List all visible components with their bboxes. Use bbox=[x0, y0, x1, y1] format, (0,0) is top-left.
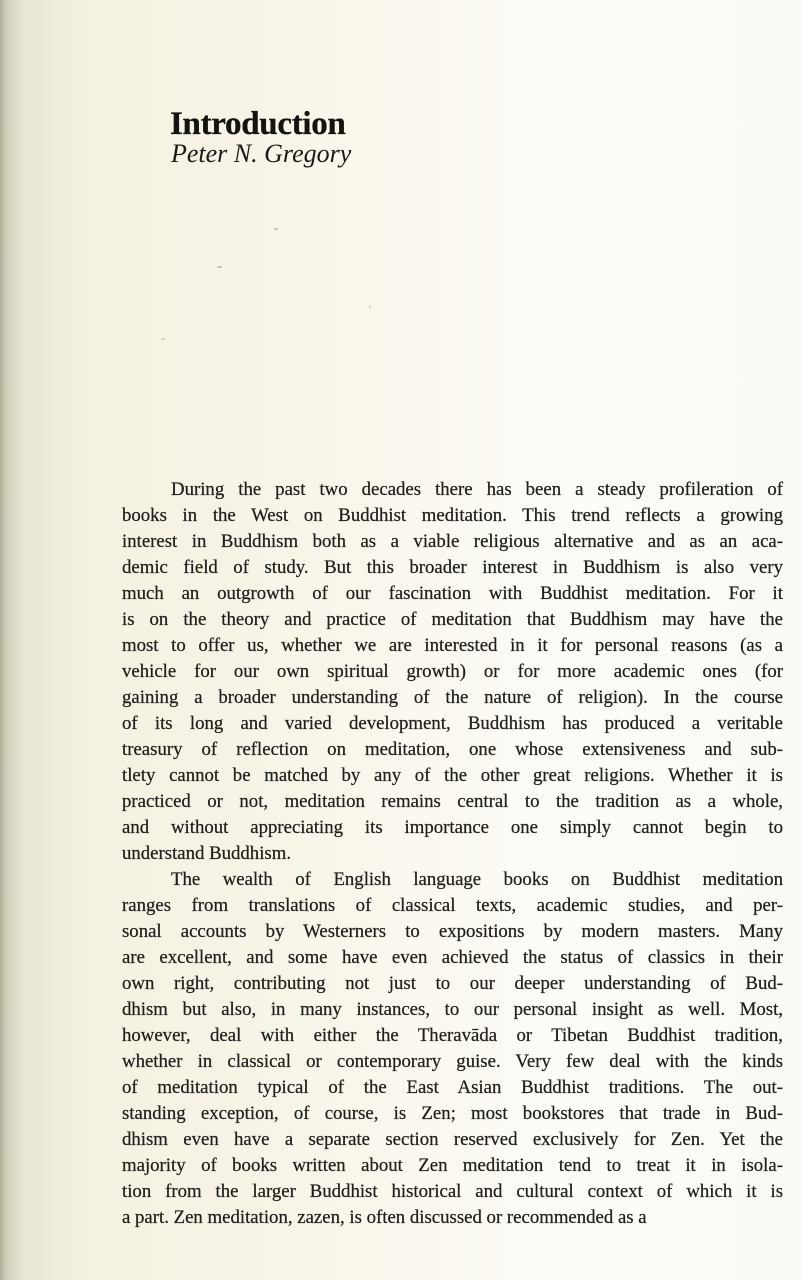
scan-speck bbox=[217, 266, 222, 268]
paragraph bbox=[122, 477, 783, 867]
scan-speck bbox=[369, 305, 371, 309]
text-line: vehicle for our own spiritual growth) or for more academic ones (for bbox=[122, 661, 783, 682]
paragraph bbox=[122, 867, 783, 1231]
text-line: is on the theory and practice of meditation that Buddhism may have the bbox=[122, 609, 783, 630]
text-line: ranges from translations of classical texts, academic studies, and per- bbox=[122, 895, 783, 916]
text-line: of meditation typical of the East Asian Buddhist traditions. The out- bbox=[122, 1077, 783, 1098]
author-name: Peter N. Gregory bbox=[171, 139, 352, 168]
text-line: demic field of study. But this broader interest in Buddhism is also very bbox=[122, 557, 783, 578]
text-line: whether in classical or contemporary guise. Very few deal with the kinds bbox=[122, 1051, 783, 1072]
text-line: most to offer us, whether we are interested in it for personal reasons (as a bbox=[122, 635, 783, 656]
text-line: tion from the larger Buddhist historical and cultural context of which it is bbox=[122, 1181, 783, 1202]
text-line: sonal accounts by Westerners to expositions by modern masters. Many bbox=[122, 921, 783, 942]
text-line: interest in Buddhism both as a viable religious alternative and as an aca- bbox=[122, 531, 783, 552]
text-line: understand Buddhism. bbox=[122, 843, 292, 864]
text-line: and without appreciating its importance one simply cannot begin to bbox=[122, 817, 783, 838]
text-line: standing exception, of course, is Zen; most bookstores that trade in Bud- bbox=[122, 1103, 783, 1124]
body-text bbox=[122, 477, 783, 1231]
text-line: dhism but also, in many instances, to our personal insight as well. Most, bbox=[122, 999, 783, 1020]
text-line: gaining a broader understanding of the nature of religion). In the course bbox=[122, 687, 783, 708]
text-line: dhism even have a separate section reserved exclusively for Zen. Yet the bbox=[122, 1129, 783, 1150]
text-line: of its long and varied development, Buddhism has produced a veritable bbox=[122, 713, 783, 734]
text-line: During the past two decades there has been a steady profileration of bbox=[171, 479, 783, 500]
chapter-title: Introduction bbox=[170, 106, 346, 143]
text-line: a part. Zen meditation, zazen, is often discussed or recommended as a bbox=[122, 1207, 647, 1228]
text-line: are excellent, and some have even achieved the status of classics in their bbox=[122, 947, 783, 968]
text-line: however, deal with either the Theravāda or Tibetan Buddhist tradition, bbox=[122, 1025, 783, 1046]
text-line: practiced or not, meditation remains central to the tradition as a whole, bbox=[122, 791, 783, 812]
scan-speck bbox=[274, 228, 278, 230]
text-line: The wealth of English language books on Buddhist meditation bbox=[171, 869, 783, 890]
text-line: own right, contributing not just to our deeper understanding of Bud- bbox=[122, 973, 783, 994]
scan-speck bbox=[161, 338, 165, 340]
text-line: tlety cannot be matched by any of the other great religions. Whether it is bbox=[122, 765, 783, 786]
text-line: much an outgrowth of our fascination with Buddhist meditation. For it bbox=[122, 583, 783, 604]
text-line: books in the West on Buddhist meditation. This trend reflects a growing bbox=[122, 505, 783, 526]
text-line: majority of books written about Zen meditation tend to treat it in isola- bbox=[122, 1155, 783, 1176]
text-line: treasury of reflection on meditation, one whose extensiveness and sub- bbox=[122, 739, 783, 760]
